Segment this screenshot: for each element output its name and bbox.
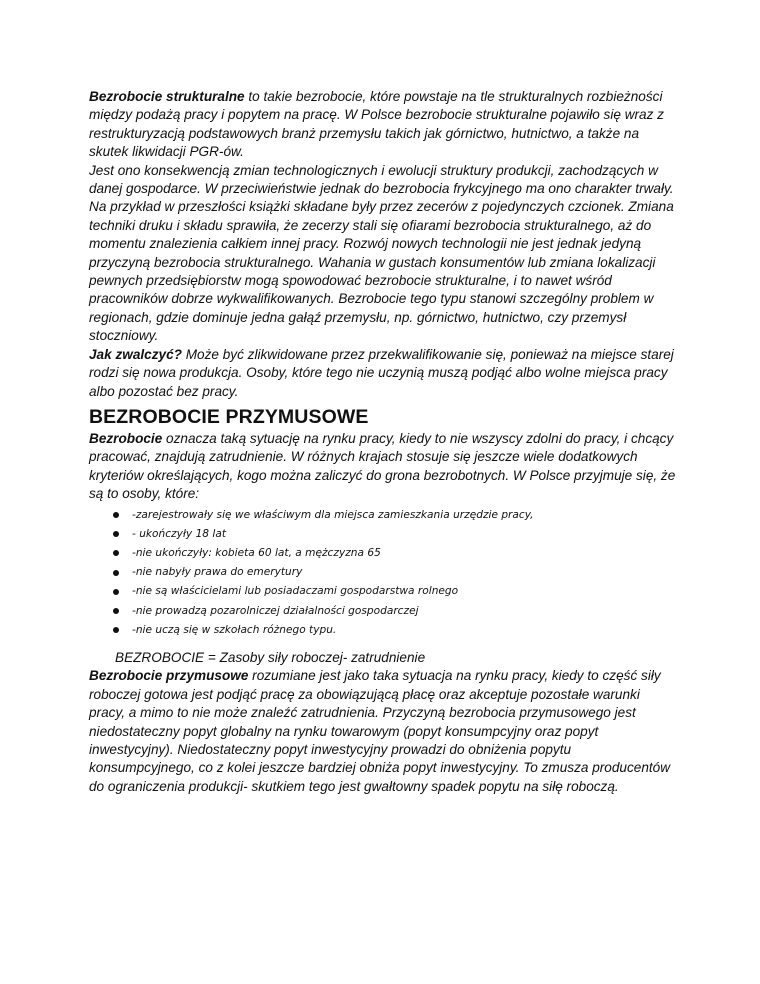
criteria-list [89, 506, 679, 640]
criteria-item [89, 621, 679, 640]
paragraph-structural-causes: Jest ono konsekwencją zmian technologicznych i ewolucji struktury produkcji, zachodzących w danej gospodarce. W przeciwieństwie jednak do bezrobocia frykcyjnego ma ono charakter trwały. Na przykład w przeszłości książki składane były przez zecerów z pojedynczych czcionek. Zmiana techniki druku i składu sprawiła, że zecerzy stali się ofiarami bezrobocia strukturalnego, aż do momentu znalezienia całkiem innej pracy. Rozwój nowych technologii nie jest jednak jedyną przyczyną bezrobocia strukturalnego. Wahania w gustach konsumentów lub zmiana lokalizacji pewnych przedsiębiorstw mogą spowodować bezrobocie strukturalne, i to nawet wśród pracowników dobrze wykwalifikowanych. Bezrobocie tego typu stanowi szczególny problem w regionach, gdzie dominuje jedna gałąź przemysłu, np. górnictwo, hutnictwo, czy przemysł stoczniowy. [89, 162, 674, 344]
term-bezrobocie-przymusowe: Bezrobocie przymusowe [89, 668, 249, 684]
criteria-item [89, 525, 679, 544]
term-jak-zwalczyc: Jak zwalczyć? [89, 346, 182, 362]
paragraph-text: Może być zlikwidowane przez przekwalifikowanie się, ponieważ na miejsce starej rodzi się nowa produkcja. Osoby, które tego nie uczynią muszą podjąć albo wolne miejsca pracy albo pozostać bez pracy. [89, 346, 674, 399]
criteria-text: -nie są właścicielami lub posiadaczami gospodarstwa rolnego [132, 585, 459, 598]
criteria-item [89, 506, 679, 525]
bullet-icon [113, 589, 119, 595]
criteria-item [89, 582, 679, 601]
paragraph-structural-definition [89, 88, 679, 162]
criteria-item [89, 544, 679, 563]
criteria-text: - ukończyły 18 lat [132, 527, 227, 540]
paragraph-text: rozumiane jest jako taka sytuacja na rynku pracy, kiedy to część siły roboczej gotowa jest podjąć pracę za obowiązującą płacę oraz akceptuje pozostałe warunki pracy, a mimo to nie może znaleźć zatrudnienia. Przyczyną bezrobocia przymusowego jest niedostateczny popyt globalny na rynku towarowym (popyt konsumpcyjny oraz popyt inwestycyjny). Niedostateczny popyt inwestycyjny prowadzi do obniżenia popytu konsumpcyjnego, co z kolei jeszcze bardziej obniża popyt inwestycyjny. To zmusza producentów do ograniczenia produkcji- skutkiem tego jest gwałtowny spadek popytu na siłę roboczą. [89, 668, 671, 794]
section-heading-bezrobocie-przymusowe: BEZROBOCIE PRZYMUSOWE [89, 405, 369, 428]
paragraph-unemployment-definition [89, 430, 679, 504]
bullet-icon [113, 608, 119, 614]
criteria-item [89, 563, 679, 582]
term-bezrobocie-strukturalne: Bezrobocie strukturalne [89, 89, 245, 104]
formula: BEZROBOCIE = Zasoby siły roboczej- zatrudnienie [115, 649, 426, 665]
document-body [89, 88, 679, 796]
paragraph-text: oznacza taką sytuację na rynku pracy, kiedy to nie wszyscy zdolni do pracy, i chcący pracować, znajdują zatrudnienie. W różnych krajach stosuje się jeszcze wiele dodatkowych kryteriów określających, kogo można zaliczyć do grona bezrobotnych. W Polsce przyjmuje się, że są to osoby, które: [89, 430, 676, 502]
criteria-item [89, 602, 679, 621]
bullet-icon [113, 627, 119, 633]
bullet-icon [113, 531, 119, 537]
paragraph-how-to-fight [89, 346, 679, 401]
criteria-text: -zarejestrowały się we właściwym dla miejsca zamieszkania urzędzie pracy, [132, 508, 534, 521]
paragraph-text: to takie bezrobocie, które powstaje na tle strukturalnych rozbieżności między podażą pracy i popytem na pracę. W Polsce bezrobocie strukturalne pojawiło się wraz z restrukturyzacją podstawowych branż przemysłu takich jak górnictwo, hutnictwo, a także na skutek likwidacji PGR-ów. [89, 89, 664, 160]
term-bezrobocie: Bezrobocie [89, 430, 163, 446]
criteria-text: -nie ukończyły: kobieta 60 lat, a mężczyzna 65 [132, 546, 381, 559]
bullet-icon [113, 512, 119, 518]
criteria-text: -nie nabyły prawa do emerytury [132, 566, 303, 579]
criteria-text: -nie prowadzą pozarolniczej działalności gospodarczej [132, 604, 419, 617]
bullet-icon [113, 550, 119, 556]
paragraph-forced-unemployment [89, 667, 679, 796]
bullet-icon [113, 570, 119, 576]
criteria-text: -nie uczą się w szkołach różnego typu. [132, 623, 337, 636]
